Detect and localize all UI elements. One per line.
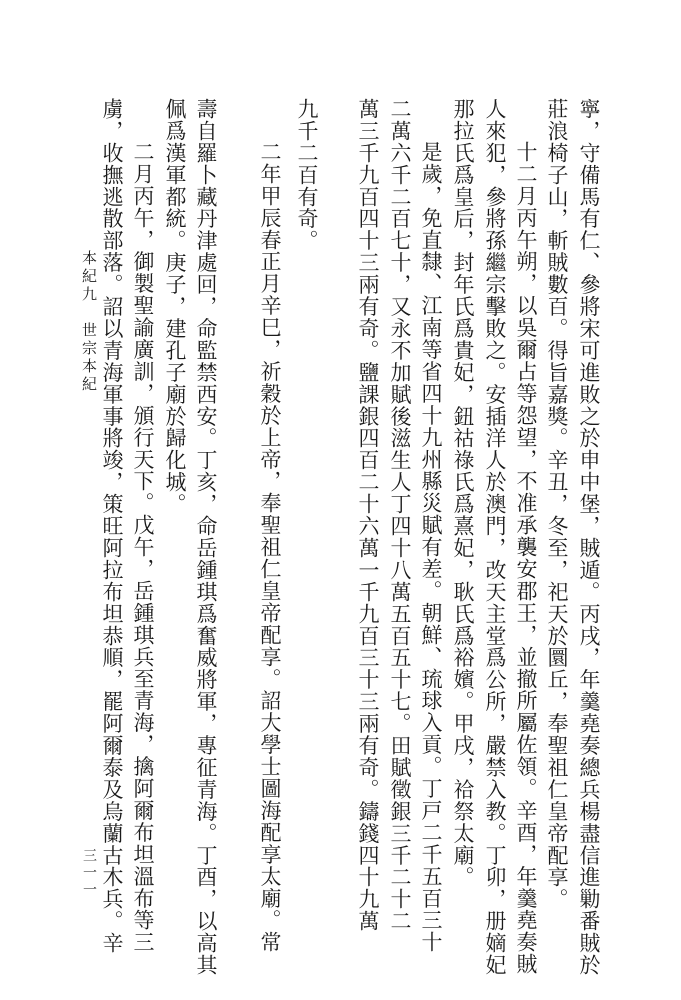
- text-column-2: 莊浪椅子山，斬賊數百。得旨嘉獎。辛丑，冬至，祀天於圜丘，奉聖祖仁皇帝配享。: [545, 98, 569, 911]
- text-column-12: 佩爲漢軍都統。庚子，建孔子廟於歸化城。: [163, 98, 187, 516]
- text-column-8: 萬三千九百四十三兩有奇。鹽課銀四百二十六萬一千九百三十三兩有奇。鑄錢四十九萬: [356, 98, 380, 933]
- text-column-10: 二年甲辰春正月辛巳，祈穀於上帝，奉聖祖仁皇帝配享。詔大學士圖海配享太廟。常: [258, 141, 282, 954]
- text-column-9: 九千二百有奇。: [295, 98, 319, 252]
- text-column-7: 二萬六千二百七十，又永不加賦後滋生人丁四十八萬五百五十七。田賦徵銀三千二十二: [388, 98, 412, 933]
- text-column-6: 是歲，免直隸、江南等省四十九州縣災賦有差。朝鮮、琉球入貢。丁戸二千五百三十: [419, 141, 443, 954]
- text-column-4: 人來犯，參將孫繼宗擊敗之。安插洋人於澳門，改天主堂爲公所，嚴禁入教。丁卯，册嫡妃: [483, 98, 507, 976]
- margin-header: [79, 250, 100, 394]
- text-column-5: 那拉氏爲皇后，封年氏爲貴妃，鈕祜祿氏爲熹妃，耿氏爲裕嬪。甲戌，祫祭太廟。: [451, 98, 475, 889]
- text-column-13: 二月丙午，御製聖諭廣訓，頒行天下。戊午，岳鍾琪兵至青海，擒阿爾布坦溫布等三: [131, 141, 155, 954]
- section-label: 世宗本紀: [80, 322, 98, 394]
- text-column-14: 虜，收撫逃散部落。詔以青海軍事將竣，策旺阿拉布坦恭順，罷阿爾泰及烏蘭古木兵。辛: [100, 98, 124, 955]
- text-column-11: 壽自羅卜藏丹津處回，命監禁西安。丁亥，命岳鍾琪爲奮威將軍，專征青海。丁酉，以高其: [194, 98, 218, 976]
- page-number: 三一一: [81, 848, 97, 899]
- text-column-1: 寧，守備馬有仁、參將宋可進敗之於申中堡，賊遁。丙戌，年羹堯奏總兵楊盡信進勦番賊於: [577, 98, 601, 976]
- text-column-3: 十二月丙午朔，以吳爾占等怨望，不准承襲安郡王，並撤所屬佐領。辛酉，年羹堯奏賊: [514, 141, 538, 976]
- chapter-label: 本紀九: [80, 250, 98, 304]
